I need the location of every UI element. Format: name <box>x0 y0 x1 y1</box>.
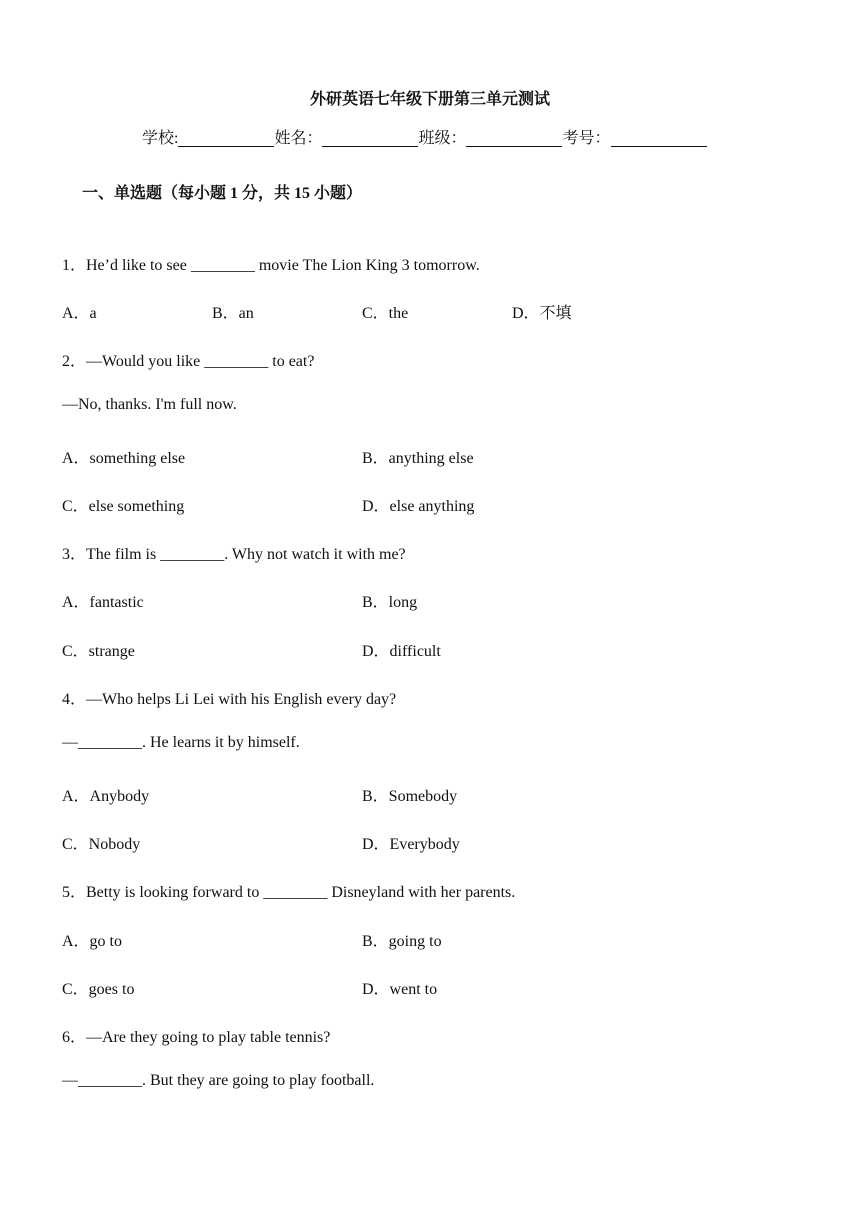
question-6-reply: —________. But they are going to play football. <box>62 1072 375 1089</box>
question-3-option-b[interactable]: B．long <box>362 594 418 611</box>
question-1-stem: 1．He’d like to see ________ movie The Lion King 3 tomorrow. <box>62 257 480 274</box>
question-1-option-c[interactable]: C．the <box>362 305 409 322</box>
class-blank[interactable] <box>466 130 562 147</box>
question-5-option-d[interactable]: D．went to <box>362 981 438 998</box>
number-label: 考号： <box>562 130 611 147</box>
question-5-option-c[interactable]: C．goes to <box>62 981 135 998</box>
question-4-option-c[interactable]: C．Nobody <box>62 836 141 853</box>
question-5-stem: 5．Betty is looking forward to ________ Disneyland with her parents. <box>62 884 516 901</box>
name-label: 姓名： <box>274 130 323 147</box>
school-label: 学校: <box>142 130 179 147</box>
name-blank[interactable] <box>322 130 418 147</box>
school-blank[interactable] <box>178 130 274 147</box>
question-4-option-b[interactable]: B．Somebody <box>362 788 458 805</box>
question-3-option-c[interactable]: C．strange <box>62 643 135 660</box>
class-label: 班级： <box>418 130 467 147</box>
question-5-option-a[interactable]: A．go to <box>62 933 123 950</box>
question-3-stem: 3．The film is ________. Why not watch it with me? <box>62 546 406 563</box>
question-4-reply: —________. He learns it by himself. <box>62 734 300 751</box>
question-4-option-d[interactable]: D．Everybody <box>362 836 460 853</box>
question-1-option-a[interactable]: A．a <box>62 305 97 322</box>
question-6-stem: 6．—Are they going to play table tennis? <box>62 1029 331 1046</box>
question-2-option-c[interactable]: C．else something <box>62 498 185 515</box>
page-title: 外研英语七年级下册第三单元测试 <box>309 91 550 108</box>
question-2-option-b[interactable]: B．anything else <box>362 450 474 467</box>
student-info-fields <box>142 125 707 148</box>
question-3-option-d[interactable]: D．difficult <box>362 643 441 660</box>
number-blank[interactable] <box>611 130 707 147</box>
question-2-option-a[interactable]: A．something else <box>62 450 186 467</box>
question-2-stem: 2．—Would you like ________ to eat? <box>62 353 315 370</box>
question-2-reply: —No, thanks. I'm full now. <box>62 396 237 413</box>
section-heading: 一、单选题（每小题 1 分，共 15 小题） <box>82 185 363 202</box>
question-1-option-b[interactable]: B．an <box>212 305 254 322</box>
question-3-option-a[interactable]: A．fantastic <box>62 594 144 611</box>
question-1-option-d[interactable]: D．不填 <box>512 305 572 322</box>
question-4-option-a[interactable]: A．Anybody <box>62 788 150 805</box>
question-5-option-b[interactable]: B．going to <box>362 933 442 950</box>
question-2-option-d[interactable]: D．else anything <box>362 498 475 515</box>
question-4-stem: 4．—Who helps Li Lei with his English every day? <box>62 691 397 708</box>
